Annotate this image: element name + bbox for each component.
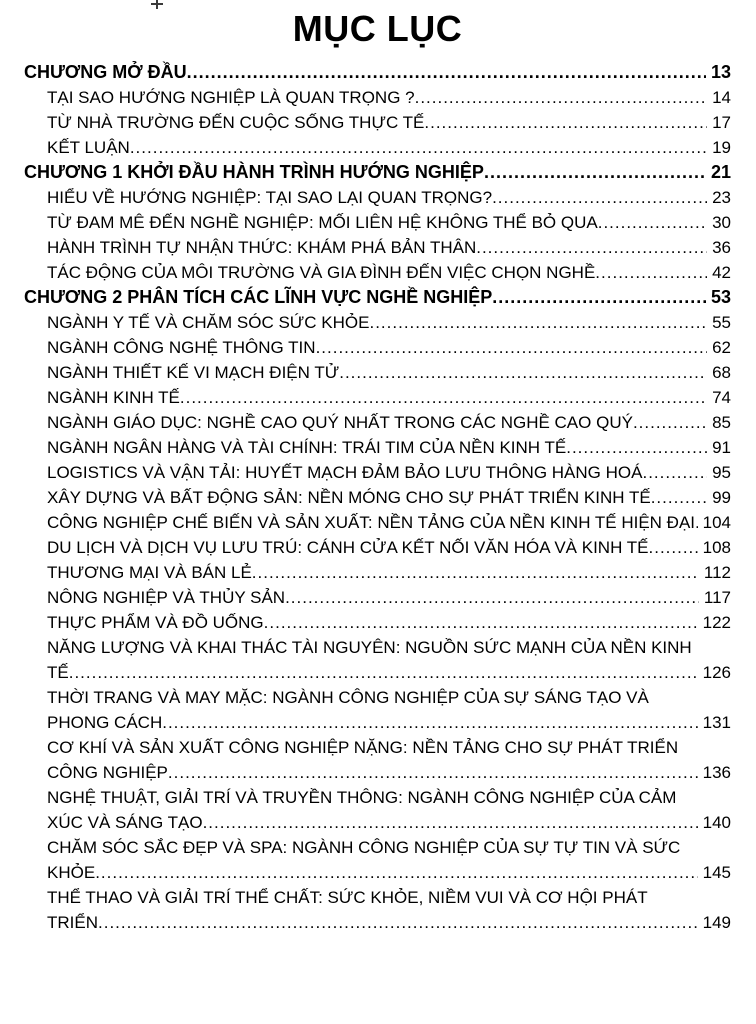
toc-entry-page: 126 — [702, 663, 731, 682]
dot-leader — [98, 910, 698, 935]
toc-entry-text-wrap — [47, 210, 707, 235]
toc-entry-text-wrap — [47, 185, 707, 210]
toc-entry-page: 140 — [702, 813, 731, 832]
toc-entry[interactable] — [24, 285, 731, 310]
toc-entry[interactable] — [47, 835, 731, 885]
dot-leader — [285, 585, 699, 610]
dot-leader — [492, 185, 707, 210]
toc-entry-page: 36 — [712, 238, 731, 257]
toc-entry-text-wrap — [24, 60, 706, 85]
toc-entry-title: THỜI TRANG VÀ MAY MẶC: NGÀNH CÔNG NGHIỆP CỦA SỰ SÁNG TẠO VÀ PHONG CÁCH — [47, 688, 649, 732]
toc-entry-title: CÔNG NGHIỆP CHẾ BIẾN VÀ SẢN XUẤT: NỀN TẢNG CỦA NỀN KINH TẾ HIỆN ĐẠI — [47, 513, 696, 532]
dot-leader — [130, 135, 707, 160]
toc-entry-title: NGÀNH GIÁO DỤC: NGHỀ CAO QUÝ NHẤT TRONG CÁC NGHỀ CAO QUÝ — [47, 413, 633, 432]
toc-entry-page: 136 — [702, 763, 731, 782]
toc-entry-page: 13 — [710, 62, 731, 82]
toc-entry-text-wrap — [47, 885, 698, 935]
toc — [24, 60, 731, 935]
toc-entry-text-wrap — [47, 485, 707, 510]
toc-entry[interactable] — [24, 60, 731, 85]
toc-entry[interactable] — [47, 535, 731, 560]
toc-entry-text-wrap — [47, 785, 698, 835]
toc-entry[interactable] — [47, 110, 731, 135]
toc-entry-text-wrap — [47, 460, 707, 485]
toc-entry[interactable] — [47, 560, 731, 585]
dot-leader — [95, 860, 697, 885]
toc-entry-text-wrap — [24, 160, 706, 185]
toc-entry-text-wrap — [47, 685, 698, 735]
toc-entry-page: 122 — [702, 613, 731, 632]
toc-entry[interactable] — [47, 435, 731, 460]
toc-entry[interactable] — [47, 585, 731, 610]
page-corner-artifact — [151, 0, 163, 9]
toc-entry-title: THƯƠNG MẠI VÀ BÁN LẺ — [47, 563, 252, 582]
toc-entry-page: 117 — [703, 588, 731, 607]
toc-entry[interactable] — [47, 785, 731, 835]
toc-entry-text-wrap — [47, 585, 699, 610]
dot-leader — [180, 385, 707, 410]
toc-entry[interactable] — [47, 410, 731, 435]
dot-leader — [162, 710, 697, 735]
toc-entry-page: 23 — [712, 188, 731, 207]
toc-entry-text-wrap — [47, 135, 707, 160]
toc-entry-title: TÁC ĐỘNG CỦA MÔI TRƯỜNG VÀ GIA ĐÌNH ĐẾN VIỆC CHỌN NGHỀ — [47, 263, 596, 282]
toc-entry-page: 108 — [702, 538, 731, 557]
toc-entry-title: TỪ NHÀ TRƯỜNG ĐẾN CUỘC SỐNG THỰC TẾ — [47, 113, 425, 132]
toc-entry[interactable] — [47, 610, 731, 635]
toc-entry[interactable] — [47, 260, 731, 285]
document-page — [24, 8, 731, 935]
toc-entry-page: 85 — [712, 413, 731, 432]
dot-leader — [415, 85, 707, 110]
toc-entry-page: 62 — [712, 338, 731, 357]
toc-entry-title: TỪ ĐAM MÊ ĐẾN NGHỀ NGHIỆP: MỐI LIÊN HỆ KHÔNG THỂ BỎ QUA — [47, 213, 598, 232]
toc-entry[interactable] — [47, 185, 731, 210]
toc-entry-title: LOGISTICS VÀ VẬN TẢI: HUYẾT MẠCH ĐẢM BẢO LƯU THÔNG HÀNG HOÁ — [47, 463, 643, 482]
toc-entry-text-wrap — [47, 385, 707, 410]
toc-entry[interactable] — [47, 360, 731, 385]
toc-entry-title: KẾT LUẬN — [47, 138, 130, 157]
toc-entry-title: NGÀNH NGÂN HÀNG VÀ TÀI CHÍNH: TRÁI TIM CỦA NỀN KINH TẾ — [47, 438, 567, 457]
toc-entry-page: 145 — [702, 863, 731, 882]
toc-entry-text-wrap — [47, 85, 707, 110]
toc-entry-page: 91 — [712, 438, 731, 457]
dot-leader — [598, 210, 707, 235]
toc-entry-title: NGÀNH CÔNG NGHỆ THÔNG TIN — [47, 338, 316, 357]
toc-entry-text-wrap — [47, 335, 707, 360]
toc-entry-title: CHĂM SÓC SẮC ĐẸP VÀ SPA: NGÀNH CÔNG NGHIỆP CỦA SỰ TỰ TIN VÀ SỨC KHỎE — [47, 838, 681, 882]
dot-leader — [649, 535, 698, 560]
toc-entry-text-wrap — [47, 260, 707, 285]
toc-entry-text-wrap — [47, 635, 698, 685]
dot-leader — [69, 660, 698, 685]
toc-entry[interactable] — [47, 885, 731, 935]
toc-entry-title: CHƯƠNG 2 PHÂN TÍCH CÁC LĨNH VỰC NGHỀ NGHIỆP — [24, 287, 493, 307]
toc-entry-title: THỰC PHẨM VÀ ĐỒ UỐNG — [47, 613, 264, 632]
toc-entry-title: NÔNG NGHIỆP VÀ THỦY SẢN — [47, 588, 286, 607]
toc-entry[interactable] — [24, 160, 731, 185]
toc-entry-title: NGÀNH THIẾT KẾ VI MẠCH ĐIỆN TỬ — [47, 363, 340, 382]
toc-entry-title: CHƯƠNG 1 KHỞI ĐẦU HÀNH TRÌNH HƯỚNG NGHIỆP — [24, 162, 484, 182]
toc-entry[interactable] — [47, 85, 731, 110]
toc-entry-text-wrap — [24, 285, 706, 310]
toc-entry-page: 95 — [712, 463, 731, 482]
dot-leader — [339, 360, 707, 385]
dot-leader — [642, 460, 707, 485]
dot-leader — [651, 485, 707, 510]
toc-entry-page: 99 — [712, 488, 731, 507]
toc-entry-page: 42 — [712, 263, 731, 282]
toc-entry-text-wrap — [47, 110, 707, 135]
toc-entry-page: 19 — [712, 138, 731, 157]
toc-entry[interactable] — [47, 735, 731, 785]
toc-entry-text-wrap — [47, 310, 707, 335]
dot-leader — [369, 310, 707, 335]
toc-entry[interactable] — [47, 460, 731, 485]
dot-leader — [264, 610, 698, 635]
dot-leader — [566, 435, 707, 460]
toc-entry-title: CHƯƠNG MỞ ĐẦU — [24, 62, 187, 82]
toc-entry-page: 149 — [702, 913, 731, 932]
toc-entry-page: 30 — [712, 213, 731, 232]
toc-entry-page: 17 — [712, 113, 731, 132]
toc-entry-title: NGÀNH KINH TẾ — [47, 388, 180, 407]
toc-entry-title: NGHỆ THUẬT, GIẢI TRÍ VÀ TRUYỀN THÔNG: NGÀNH CÔNG NGHIỆP CỦA CẢM XÚC VÀ SÁNG TẠO — [47, 788, 677, 832]
dot-leader — [252, 560, 699, 585]
dot-leader — [695, 510, 698, 535]
toc-entry-text-wrap — [47, 735, 698, 785]
toc-entry[interactable] — [47, 210, 731, 235]
toc-entry-title: THỂ THAO VÀ GIẢI TRÍ THỂ CHẤT: SỨC KHỎE, NIỀM VUI VÀ CƠ HỘI PHÁT TRIỂN — [47, 888, 648, 932]
toc-entry[interactable] — [47, 310, 731, 335]
toc-entry-text-wrap — [47, 235, 707, 260]
toc-entry-text-wrap — [47, 360, 707, 385]
toc-entry-title: NĂNG LƯỢNG VÀ KHAI THÁC TÀI NGUYÊN: NGUỒN SỨC MẠNH CỦA NỀN KINH TẾ — [47, 638, 692, 682]
toc-entry[interactable] — [47, 235, 731, 260]
toc-entry-text-wrap — [47, 610, 698, 635]
toc-entry-text-wrap — [47, 535, 698, 560]
dot-leader — [492, 285, 706, 310]
toc-entry-text-wrap — [47, 835, 698, 885]
toc-entry-page: 68 — [712, 363, 731, 382]
toc-entry[interactable] — [47, 385, 731, 410]
toc-entry[interactable] — [47, 685, 731, 735]
toc-entry-text-wrap — [47, 435, 707, 460]
dot-leader — [595, 260, 707, 285]
dot-leader — [633, 410, 707, 435]
toc-entry[interactable] — [47, 635, 731, 685]
toc-entry[interactable] — [47, 510, 731, 535]
toc-entry-title: CƠ KHÍ VÀ SẢN XUẤT CÔNG NGHIỆP NẶNG: NỀN TẢNG CHO SỰ PHÁT TRIỂN CÔNG NGHIỆP — [47, 738, 679, 782]
page-title: MỤC LỤC — [292, 8, 463, 49]
toc-entry-text-wrap — [47, 410, 707, 435]
toc-entry-page: 112 — [703, 563, 731, 582]
toc-entry-text-wrap — [47, 510, 698, 535]
toc-entry-title: HÀNH TRÌNH TỰ NHẬN THỨC: KHÁM PHÁ BẢN THÂN — [47, 238, 477, 257]
dot-leader — [203, 810, 698, 835]
toc-entry-page: 14 — [712, 88, 731, 107]
toc-entry[interactable] — [47, 335, 731, 360]
toc-entry-title: NGÀNH Y TẾ VÀ CHĂM SÓC SỨC KHỎE — [47, 313, 370, 332]
toc-entry-title: TẠI SAO HƯỚNG NGHIỆP LÀ QUAN TRỌNG ? — [47, 88, 415, 107]
dot-leader — [187, 60, 706, 85]
toc-entry-page: 131 — [702, 713, 731, 732]
dot-leader — [168, 760, 698, 785]
toc-entry-title: DU LỊCH VÀ DỊCH VỤ LƯU TRÚ: CÁNH CỬA KẾT NỐI VĂN HÓA VÀ KINH TẾ — [47, 538, 649, 557]
toc-entry-page: 104 — [702, 513, 731, 532]
toc-entry-title: XÂY DỰNG VÀ BẤT ĐỘNG SẢN: NỀN MÓNG CHO SỰ PHÁT TRIỂN KINH TẾ — [47, 488, 651, 507]
dot-leader — [476, 235, 707, 260]
dot-leader — [424, 110, 707, 135]
toc-entry-text-wrap — [47, 560, 699, 585]
toc-entry-page: 55 — [712, 313, 731, 332]
toc-entry[interactable] — [47, 485, 731, 510]
dot-leader — [484, 160, 706, 185]
dot-leader — [316, 335, 708, 360]
toc-entry-page: 21 — [710, 162, 731, 182]
toc-entry-page: 53 — [710, 287, 731, 307]
toc-entry-title: HIỂU VỀ HƯỚNG NGHIỆP: TẠI SAO LẠI QUAN TRỌNG? — [47, 188, 493, 207]
toc-entry-page: 74 — [712, 388, 731, 407]
toc-entry[interactable] — [47, 135, 731, 160]
